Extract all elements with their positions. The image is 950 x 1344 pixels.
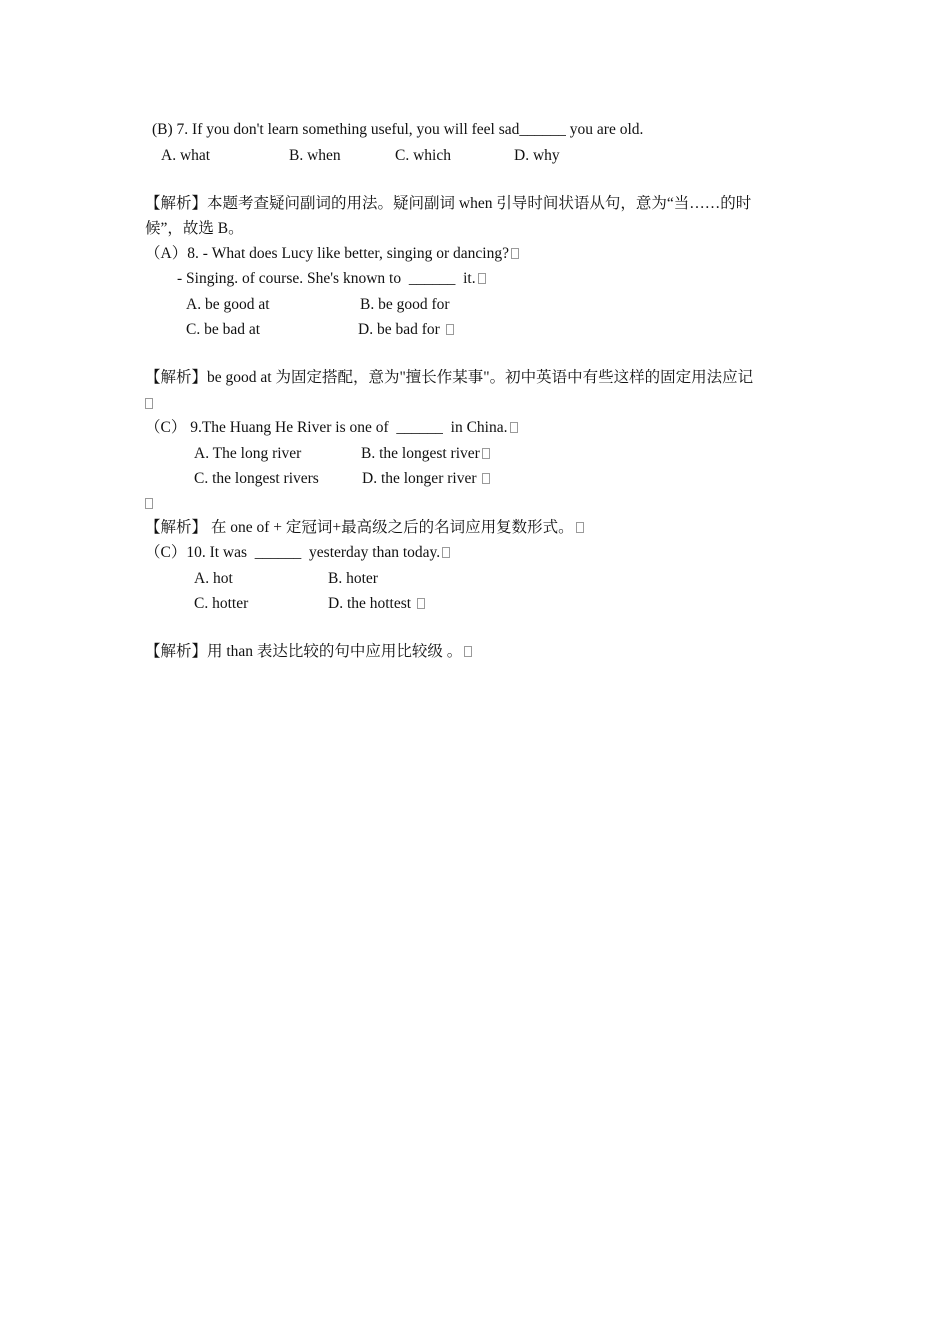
question-8-stem-text: （A）8. - What does Lucy like better, singing or dancing? — [145, 245, 509, 262]
question-9-analysis-text: 【解析】 在 one of + 定冠词+最高级之后的名词应用复数形式。 — [145, 519, 574, 536]
missing-glyph-icon — [482, 448, 490, 459]
question-9-option-d-text: D. the longer river — [362, 470, 477, 487]
question-8-blank: ______ — [408, 270, 456, 287]
question-7-analysis-line2: 候”，故选 B。 — [145, 220, 244, 237]
question-8-option-b: B. be good for — [360, 296, 450, 313]
question-8-option-c: C. be bad at — [186, 321, 261, 338]
question-10-stem — [145, 543, 450, 563]
question-10-option-d — [328, 594, 425, 614]
question-10-blank: ______ — [254, 544, 302, 561]
missing-glyph-icon — [145, 498, 153, 509]
question-8-option-d — [358, 320, 454, 340]
missing-glyph-icon — [442, 547, 450, 558]
question-7-option-a: A. what — [161, 147, 211, 164]
question-9-option-c: C. the longest rivers — [194, 470, 319, 487]
question-9-stem — [145, 418, 518, 438]
question-8-option-a: A. be good at — [186, 296, 270, 313]
question-9-option-b-text: B. the longest river — [361, 445, 480, 462]
question-10-option-c: C. hotter — [194, 595, 249, 612]
question-8-reply — [177, 269, 486, 289]
missing-glyph-icon — [464, 646, 472, 657]
missing-glyph-icon — [446, 324, 454, 335]
question-7-option-c: C. which — [395, 147, 451, 164]
question-9-option-d — [362, 469, 490, 489]
question-10-option-d-text: D. the hottest — [328, 595, 412, 612]
question-10-option-a: A. hot — [194, 570, 233, 587]
question-8-analysis-line1: 【解析】be good at 为固定搭配，意为"擅长作某事"。初中英语中有些这样的固定用法应记 — [145, 369, 754, 386]
missing-glyph-icon — [482, 473, 490, 484]
question-9-stem-text: （C） 9.The Huang He River is one of — [145, 419, 389, 436]
question-9-blank: ______ — [396, 419, 443, 436]
question-7-option-b: B. when — [289, 147, 341, 164]
question-10-stem-end: yesterday than today. — [309, 544, 441, 561]
question-7-stem: (B) 7. If you don't learn something useful, you will feel sad______ you are old. — [152, 121, 644, 138]
question-9-option-a: A. The long river — [194, 445, 302, 462]
missing-glyph-icon — [510, 422, 518, 433]
missing-glyph-icon — [511, 248, 519, 259]
question-10-analysis-text: 【解析】用 than 表达比较的句中应用比较级 。 — [145, 643, 463, 660]
question-9-option-b — [361, 444, 490, 464]
question-10-analysis — [145, 642, 472, 662]
question-8-reply-end: it. — [463, 270, 476, 287]
question-7-option-d: D. why — [514, 147, 560, 164]
question-10-stem-text: （C）10. It was — [145, 544, 248, 561]
missing-glyph-icon — [145, 398, 153, 409]
question-9-stem-end: in China. — [450, 419, 508, 436]
question-10-option-b: B. hoter — [328, 570, 378, 587]
question-8-reply-text: - Singing. of course. She's known to — [177, 270, 402, 287]
question-8-option-d-text: D. be bad for — [358, 321, 440, 338]
question-9-spacer — [145, 494, 153, 514]
missing-glyph-icon — [417, 598, 425, 609]
question-7-analysis-line1: 【解析】本题考查疑问副词的用法。疑问副词 when 引导时间状语从句，意为“当……的时 — [145, 195, 752, 212]
question-9-analysis — [145, 518, 584, 538]
question-8-analysis-line2 — [145, 394, 153, 414]
missing-glyph-icon — [576, 522, 584, 533]
missing-glyph-icon — [478, 273, 486, 284]
question-8-stem — [145, 244, 519, 264]
